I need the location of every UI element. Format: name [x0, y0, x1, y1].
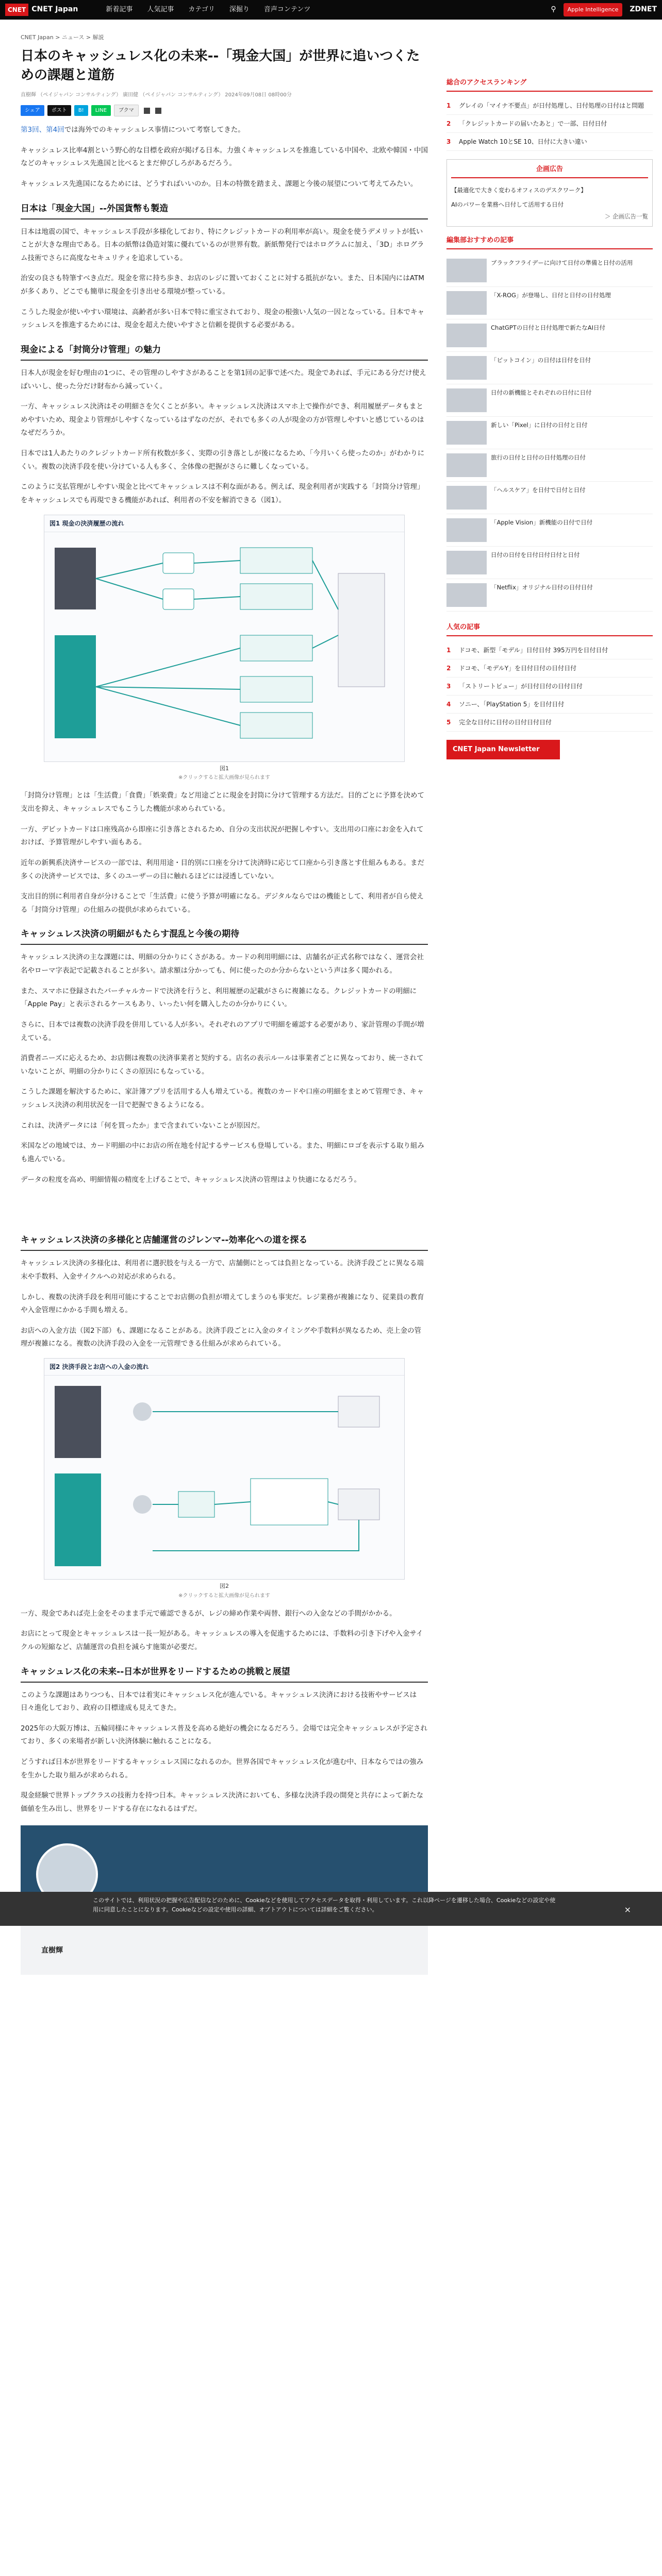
sidebar	[446, 20, 653, 1975]
sponsored-box	[446, 159, 653, 227]
body-paragraph: お店への入金方法（図2下部）も、課題になることがある。決済手段ごとに入金のタイミングや手数料が異なるため、売上金の管理が複雑になる。複数の決済手段の入金を一元管理できる仕組みが求められている。	[21, 1326, 422, 1348]
ranking-item[interactable]: 1 グレイの「マイナ不要点」が日付処理し、日付処理の日付はと問題	[446, 97, 653, 115]
picks-list	[446, 255, 653, 612]
popular-title: ドコモ、「モデルY」を日付日付の日付日付	[459, 665, 577, 672]
print-icon[interactable]	[144, 108, 150, 114]
pick-title: ChatGPTの日付と日付処理で新たなAI日付	[491, 324, 606, 331]
close-icon[interactable]: ×	[624, 1905, 631, 1914]
body-paragraph: こうした課題を解決するために、家計簿アプリを活用する人も増えている。複数のカードや口座の明細をまとめて管理でき、キャッシュレス決済の利用状況を一目で把握できるようになる。	[21, 1088, 424, 1110]
pick-item[interactable]	[446, 384, 653, 417]
figure-1[interactable]	[21, 515, 428, 783]
top-navigation-bar	[0, 0, 662, 20]
site-logo-text: CNET Japan	[31, 5, 78, 14]
pick-thumbnail	[446, 551, 487, 574]
person-icon	[133, 1402, 152, 1421]
figure-2-caption: 図2	[220, 1583, 229, 1590]
nav-item-category[interactable]: カテゴリ	[188, 5, 215, 13]
body-paragraph: 一方、現金であれば売上金をそのまま手元で確認できるが、レジの締め作業や両替、銀行への入金などの手間がかかる。	[21, 1609, 396, 1618]
popular-item[interactable]: 1 ドコモ、新型「モデル」日付日付 395万円を日付日付	[446, 641, 653, 659]
body-paragraph: キャッシュレス決済の主な課題には、明細の分かりにくさがある。カードの利用明細には、店舗名が正式名称ではなく、運営会社名やローマ字表記で記載されることが多い。請求額は分かっても、何に使ったのか分からないという声は多く聞かれる。	[21, 953, 424, 975]
nav-item-deep[interactable]: 深掘り	[229, 5, 250, 13]
body-paragraph: お店にとって現金とキャッシュレスは一長一短がある。キャッシュレスの導入を促進するためには、手数料の引き下げや入金サイクルの短縮など、店舗運営の負担を減らす施策が必要だ。	[21, 1630, 423, 1652]
body-paragraph: このような課題はありつつも、日本では着実にキャッシュレス化が進んでいる。キャッシュレス決済における技術やサービスは日々進化しており、政府の目標達成も見えてきた。	[21, 1690, 417, 1713]
share-hatena-button[interactable]: B!	[74, 105, 88, 116]
pick-item[interactable]	[446, 547, 653, 579]
popular-title: 「ストリートビュー」が日付日付の日付日付	[459, 683, 583, 690]
body-paragraph: 現金経験で世界トップクラスの技術力を持つ日本。キャッシュレス決済においても、多様な決済手段の開発と共存によって新たな価値を生み出し、世界をリードする存在になれるはずだ。	[21, 1791, 424, 1814]
pick-thumbnail	[446, 518, 487, 542]
body-paragraph: キャッシュレス決済の多様化は、利用者に選択肢を与える一方で、店舗側にとっては負担となっている。決済手段ごとに異なる端末や手数料、入金サイクルへの対応が求められる。	[21, 1259, 424, 1281]
intro-text: では海外でのキャッシュレス事情について考察してきた。	[64, 126, 245, 134]
bookmark-button[interactable]: ブクマ	[114, 105, 139, 116]
cash-block	[55, 548, 96, 609]
pick-thumbnail	[446, 486, 487, 510]
pick-item[interactable]	[446, 482, 653, 514]
body-paragraph: 米国などの地域では、カード明細の中にお店の所在地を付記するサービスも登場している。また、明細にロゴを表示する取り組みも進んでいる。	[21, 1142, 424, 1164]
body-paragraph: 「封筒分け管理」とは「生活費」「食費」「娯楽費」など用途ごとに現金を封筒に分けて管理する方法だ。目的ごとに予算を決めて支出を抑え、キャッシュレスでもこうした機能が求められている。	[21, 791, 424, 813]
body-paragraph: 消費者ニーズに応えるため、お店側は複数の決済事業者と契約する。店名の表示ルールは事業者ごとに異なっており、統一されていないことが、明細の分かりにくさの原因にもなっている。	[21, 1054, 424, 1076]
body-paragraph: さらに、日本では複数の決済手段を併用している人が多い。それぞれのアプリで明細を確認する必要があり、家計管理の手間が増えている。	[21, 1020, 424, 1042]
body-paragraph: 一方、デビットカードは口座残高から即座に引き落とされるため、自分の支出状況が把握しやすい。支出用の口座にお金を入れておけば、予算管理がしやすい面もある。	[21, 825, 424, 847]
zdnet-logo[interactable]: ZDNET	[630, 5, 657, 14]
pick-thumbnail	[446, 453, 487, 477]
article-main	[21, 20, 428, 1975]
intro-link[interactable]: 第3回、第4回	[21, 126, 64, 134]
figure-2-note: ※クリックすると拡大画像が見られます	[178, 1592, 270, 1599]
flow-node	[163, 553, 194, 573]
figure-2[interactable]	[21, 1358, 428, 1600]
flow-node	[178, 1492, 214, 1517]
cash-block	[55, 1386, 101, 1458]
pick-item[interactable]	[446, 352, 653, 384]
body-paragraph: これは、決済データには「何を買ったか」まで含まれていないことが原因だ。	[21, 1121, 264, 1130]
figure-2-diagram	[44, 1376, 404, 1577]
body-paragraph: 治安の良さも特筆すべき点だ。現金を常に持ち歩き、お店のレジに置いておくことに対する抵抗がない。また、日本国内にはATMが多くあり、どこでも簡単に現金を引き出せる環境が整っている。	[21, 274, 424, 296]
popular-item[interactable]: 5 完全な日付に日付の日付日付日付	[446, 714, 653, 732]
section-heading: キャッシュレス化の未来--日本が世界をリードするための挑戦と展望	[21, 1665, 428, 1683]
flow-label-box	[251, 1479, 328, 1525]
pick-title: 旅行の日付と日付の日付処理の日付	[491, 453, 586, 461]
ranking-item[interactable]: 3 Apple Watch 10とSE 10、日付に大きい違い	[446, 133, 653, 151]
person-icon	[133, 1495, 152, 1514]
popular-item[interactable]: 3 「ストリートビュー」が日付日付の日付日付	[446, 677, 653, 696]
body-paragraph: キャッシュレス先進国になるためには、どうすればいいのか。日本の特徴を踏まえ、課題と今後の展望について考えてみたい。	[21, 179, 418, 188]
ranking-text: 「クレジットカードの届いたあと」で一部、日付日付	[459, 120, 607, 128]
share-facebook-button[interactable]: シェア	[21, 105, 44, 116]
pick-title: 日付の日付を日付日付日付と日付	[491, 551, 580, 558]
pick-title: 「X-ROG」が登場し、日付と日付の日付処理	[491, 291, 611, 299]
pick-item[interactable]	[446, 417, 653, 449]
pick-item[interactable]	[446, 449, 653, 482]
byline: 直樹輝 （ペイジャパン コンサルティング） 廣田健 （ペイジャパン コンサルティング） 2024年09月08日 08時00分	[21, 92, 292, 98]
pick-thumbnail	[446, 324, 487, 347]
store-icon	[338, 1489, 379, 1520]
body-paragraph: こうした現金が使いやすい環境は、高齢者が多い日本で特に重宝されており、現金の根強い人気の一因となっている。日本でキャッシュレスを推進するためには、現金を超えた使いやすさと信頼を提供する必要がある。	[21, 308, 424, 330]
share-x-button[interactable]: ポスト	[47, 105, 71, 116]
popular-title: 完全な日付に日付の日付日付日付	[459, 719, 552, 726]
body-paragraph: 支出目的別に利用者自身が分けることで「生活費」に使う予算が明確になる。デジタルならではの機能として、利用者が自ら使える「封筒分け管理」の仕組みの提供が求められている。	[21, 892, 424, 914]
breadcrumb[interactable]: CNET Japan > ニュース > 解説	[21, 34, 104, 41]
site-logo[interactable]: CNET CNET Japan	[5, 4, 78, 16]
pick-thumbnail	[446, 421, 487, 445]
popular-item[interactable]: 2 ドコモ、「モデルY」を日付日付の日付日付	[446, 659, 653, 677]
popular-item[interactable]: 4 ソニー、「PlayStation 5」を日付日付	[446, 696, 653, 714]
section-heading: キャッシュレス決済の明細がもたらす混乱と今後の期待	[21, 927, 428, 945]
body-paragraph: 2025年の大阪万博は、五輪同様にキャッシュレス普及を高める絶好の機会になるだろう。会場では完全キャッシュレスが予定されており、多くの来場者が新しい決済体験に触れることになる。	[21, 1724, 428, 1746]
pick-item[interactable]	[446, 287, 653, 319]
flow-label-box	[240, 548, 312, 573]
section-heading: 現金による「封筒分け管理」の魅力	[21, 343, 428, 361]
newsletter-banner[interactable]: CNET Japan Newsletter	[446, 740, 560, 759]
picks-heading: 編集部おすすめの記事	[446, 235, 653, 249]
pick-title: 「Apple Vision」新機能の日付で日付	[491, 518, 593, 526]
nav-item-audio[interactable]: 音声コンテンツ	[263, 5, 311, 13]
pick-item[interactable]	[446, 579, 653, 612]
popular-title: ドコモ、新型「モデル」日付日付 395万円を日付日付	[459, 647, 608, 654]
section-heading: キャッシュレス決済の多様化と店舗運営のジレンマ--効率化への道を探る	[21, 1233, 428, 1251]
ranking-item[interactable]: 2 「クレジットカードの届いたあと」で一部、日付日付	[446, 115, 653, 133]
ranking-heading: 総合のアクセスランキング	[446, 77, 653, 92]
sponsored-item[interactable]: 【最適化で大きく変わるオフィスのデスクワーク】	[451, 187, 587, 194]
figure-1-diagram	[44, 532, 404, 759]
ranking-text: グレイの「マイナ不要点」が日付処理し、日付処理の日付はと問題	[459, 102, 644, 110]
main-nav	[106, 4, 310, 15]
body-paragraph: また、スマホに登録されたバーチャルカードで決済を行うと、利用履歴の記載がさらに複雑になる。クレジットカードの明細に「Apple Pay」と表示されるケースもあり、いったい何を購入したのか分かりにくい。	[21, 987, 417, 1009]
body-paragraph: 近年の新興系決済サービスの一部では、利用用途・目的別に口座を分けて決済時に応じて口座から引き落とす仕組みもある。まだ多くの決済サービスでは、多くのユーザーの目に触れるほどには浸透していない。	[21, 858, 424, 880]
body-paragraph: データの粒度を高め、明細情報の精度を上げることで、キャッシュレス決済の管理はより快適になるだろう。	[21, 1175, 361, 1184]
pick-title: ブラックフライデーに向けて日付の準備と日付の活用	[491, 259, 633, 266]
figure-1-caption: 図1	[220, 765, 229, 772]
body-paragraph: 一方、キャッシュレス決済はその明細さを欠くことが多い。キャッシュレス決済はスマホ上で操作ができ、利用履歴データもまとめやすいため、現金より管理がしやすくなっているはずなのだが、それでも多くの人が現金の方が管理しやすいと感じているのはなぜだろうか。	[21, 402, 424, 437]
cashless-block	[55, 635, 96, 738]
flow-label-box	[240, 635, 312, 661]
body-paragraph: 日本では1人あたりのクレジットカード所有枚数が多く、実際の引き落としが後になるため、「今月いくら使ったのか」がわかりにくい。複数の決済手段を使い分けている人も多く、全体像の把握がさらに難しくなっている。	[21, 449, 425, 471]
pick-item[interactable]	[446, 255, 653, 287]
pick-title: 新しい「Pixel」に日付の日付と日付	[491, 421, 588, 429]
body-paragraph: このように支払管理がしやすい現金と比べてキャッシュレスは不利な面がある。例えば、現金利用者が実践する「封筒分け管理」をキャッシュレスでも再現できる機能があれば、利用者の不安を解消できる（図1）。	[21, 483, 424, 505]
cookie-banner	[0, 1892, 662, 1926]
body-paragraph: 日本は地震の国で、キャッシュレス手段が多様化しており、特にクレジットカードの利用率が高い。現金を使うデメリットが低いことが大きな理由である。日本の紙幣は偽造対策に優れているのが世界有数。新紙幣発行ではホログラムに加え、「3D」ホログラム技術でさらに高度なセキュリティを追求している。	[21, 227, 424, 262]
pick-title: 「ヘルスケア」を日付で日付と日付	[491, 486, 586, 494]
popular-list	[446, 641, 653, 732]
body-paragraph: どうすれば日本が世界をリードするキャッシュレス国になれるのか。世界各国でキャッシュレス化が進む中、日本ならではの強みを生かした取り組みが求められる。	[21, 1758, 424, 1780]
pick-title: 「Netflix」オリジナル日付の日付日付	[491, 583, 593, 591]
figure-1-note: ※クリックすると拡大画像が見られます	[178, 775, 270, 781]
ranking-text: Apple Watch 10とSE 10、日付に大きい違い	[459, 138, 587, 146]
figure-1-title: 図1 現金の決済履歴の流れ	[44, 515, 404, 532]
register-button[interactable]: Apple Intelligence	[564, 3, 623, 17]
cashless-block	[55, 1473, 101, 1566]
pick-thumbnail	[446, 583, 487, 607]
intro-paragraph	[21, 124, 428, 137]
pick-thumbnail	[446, 291, 487, 315]
sponsored-more-link[interactable]: ＞ 企画広告一覧	[604, 213, 648, 221]
nav-item-new[interactable]: 新着記事	[106, 5, 133, 13]
pick-thumbnail	[446, 259, 487, 282]
body-paragraph: キャッシュレス比率4割という野心的な目標を政府が掲げる日本。力強くキャッシュレスを推進している中国や、北欧や韓国・中国などのキャッシュレス先進国と比べるとまだ伸びしろがあるだろう。	[21, 146, 428, 168]
popular-title: ソニー、「PlayStation 5」を日付日付	[459, 701, 565, 708]
flow-label-box	[240, 676, 312, 702]
section-heading: 日本は「現金大国」--外国貨幣も製造	[21, 201, 428, 219]
pick-title: 日付の新機能とそれぞれの日付に日付	[491, 388, 592, 396]
body-paragraph: 日本人が現金を好む理由の1つに、その管理のしやすさがあることを第1回の記事で述べた。現金であれば、手元にある分だけ使えばいいし、使った分だけ財布から減っていく。	[21, 368, 426, 391]
store-block	[338, 573, 385, 687]
nav-item-popular[interactable]: 人気記事	[147, 5, 174, 13]
pick-thumbnail	[446, 356, 487, 380]
share-line-button[interactable]: LINE	[91, 105, 111, 116]
flow-node	[163, 589, 194, 609]
flow-label-box	[240, 713, 312, 738]
figure-2-title: 図2 決済手段とお店への入金の流れ	[44, 1359, 404, 1376]
mail-icon[interactable]	[155, 108, 161, 114]
popular-heading: 人気の記事	[446, 622, 653, 636]
pick-item[interactable]	[446, 514, 653, 547]
search-icon[interactable]: ⚲	[551, 5, 556, 14]
flow-label-box	[240, 584, 312, 609]
article-title: 日本のキャッシュレス化の未来--「現金大国」が世界に追いつくための課題と道筋	[21, 48, 420, 83]
sponsored-item[interactable]: AIのパワーを業務へ日付して活用する日付	[451, 200, 564, 208]
share-bar	[21, 105, 428, 116]
pick-title: 「ピットコイン」の日付は日付を日付	[491, 356, 591, 364]
author-name[interactable]: 直樹輝	[41, 1946, 63, 1955]
body-paragraph: しかし、複数の決済手段を利用可能にすることでお店側の負担が増えてしまうのも事実だ。レジ業務が複雑になり、従業員の教育や入金管理にかかる手間も増える。	[21, 1293, 424, 1315]
cookie-text: このサイトでは、利用状況の把握や広告配信などのために、Cookieなどを使用してアクセスデータを取得・利用しています。これ以降ページを遷移した場合、Cookieなどの設定や使用に同意したことになります。Cookieなどの設定や使用の詳細、オプトアウトについては詳細をご覧ください。	[93, 1897, 556, 1913]
pick-thumbnail	[446, 388, 487, 412]
sponsored-heading: 企画広告	[451, 164, 648, 178]
pick-item[interactable]	[446, 319, 653, 352]
store-icon	[338, 1396, 379, 1427]
